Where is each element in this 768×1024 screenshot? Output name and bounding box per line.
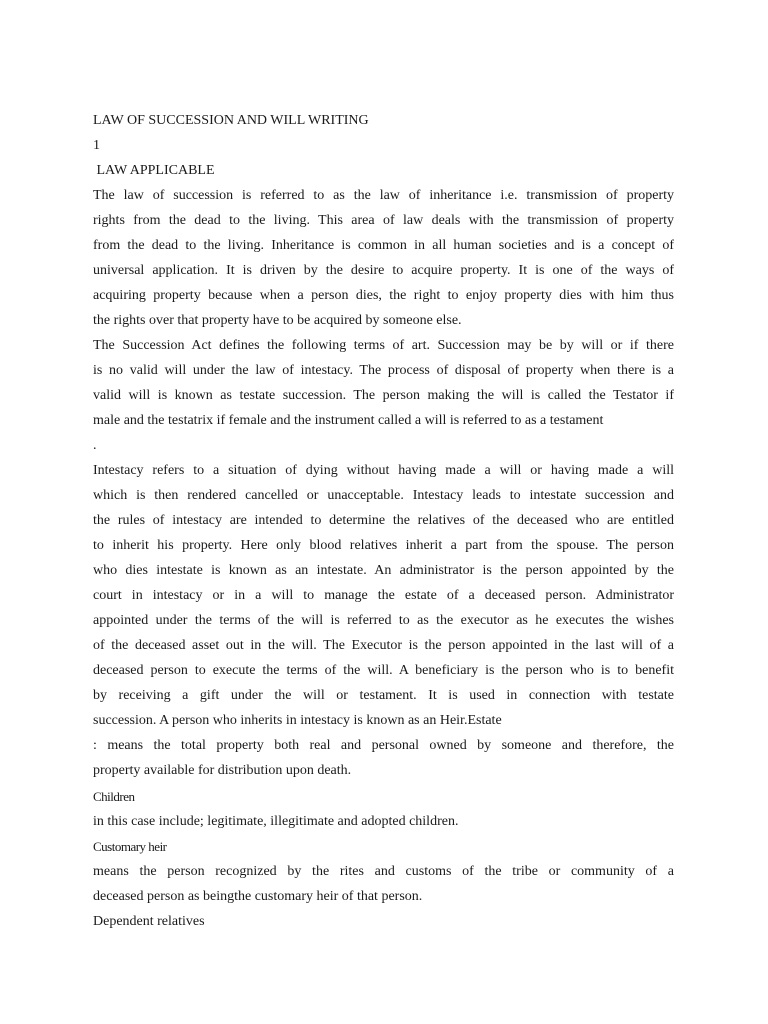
paragraph-line: valid will is known as testate succession. The person making the will is called the Testator if (93, 388, 674, 403)
paragraph-line: of the deceased asset out in the will. The Executor is the person appointed in the last will of a (93, 638, 674, 653)
paragraph-line: The law of succession is referred to as the law of inheritance i.e. transmission of property (93, 188, 674, 203)
paragraph-line: male and the testatrix if female and the instrument called a will is referred to as a testament (93, 413, 604, 428)
paragraph-line: universal application. It is driven by the desire to acquire property. It is one of the ways of (93, 263, 674, 278)
paragraph-line: is no valid will under the law of intestacy. The process of disposal of property when there is a (93, 363, 674, 378)
paragraph-line: The Succession Act defines the following terms of art. Succession may be by will or if there (93, 338, 674, 353)
paragraph-line: rights from the dead to the living. This area of law deals with the transmission of property (93, 213, 674, 228)
paragraph-line: court in intestacy or in a will to manage the estate of a deceased person. Administrator (93, 588, 674, 603)
definition-text-customary-heir: means the person recognized by the rites and customs of the tribe or community of a (93, 864, 674, 879)
definition-term-customary-heir: Customary heir (93, 839, 167, 854)
paragraph-line: the rules of intestacy are intended to determine the relatives of the deceased who are entitled (93, 513, 674, 528)
definition-text-children: in this case include; legitimate, illegitimate and adopted children. (93, 814, 459, 829)
paragraph-line: from the dead to the living. Inheritance is common in all human societies and is a concept of (93, 238, 674, 253)
paragraph-line: : means the total property both real and personal owned by someone and therefore, the (93, 738, 674, 753)
paragraph-line: by receiving a gift under the will or testament. It is used in connection with testate (93, 688, 674, 703)
paragraph-line: which is then rendered cancelled or unacceptable. Intestacy leads to intestate succession and (93, 488, 674, 503)
definition-term-children: Children (93, 789, 135, 804)
paragraph-line: property available for distribution upon death. (93, 763, 352, 778)
section-heading: LAW APPLICABLE (93, 163, 215, 178)
section-number: 1 (93, 138, 100, 153)
paragraph-line: . (93, 438, 97, 453)
paragraph-line: acquiring property because when a person dies, the right to enjoy property dies with him thus (93, 288, 674, 303)
paragraph-line: Intestacy refers to a situation of dying without having made a will or having made a will (93, 463, 674, 478)
paragraph-line: to inherit his property. Here only blood relatives inherit a part from the spouse. The person (93, 538, 674, 553)
definition-term-dependent-relatives: Dependent relatives (93, 914, 205, 929)
paragraph-line: succession. A person who inherits in intestacy is known as an Heir.Estate (93, 713, 502, 728)
paragraph-line: the rights over that property have to be acquired by someone else. (93, 313, 462, 328)
paragraph-line: deceased person to execute the terms of the will. A beneficiary is the person who is to benefit (93, 663, 674, 678)
paragraph-line: appointed under the terms of the will is referred to as the executor as he executes the wishes (93, 613, 674, 628)
definition-text-customary-heir: deceased person as beingthe customary heir of that person. (93, 889, 423, 904)
document-title: LAW OF SUCCESSION AND WILL WRITING (93, 113, 369, 128)
paragraph-line: who dies intestate is known as an intestate. An administrator is the person appointed by the (93, 563, 674, 578)
